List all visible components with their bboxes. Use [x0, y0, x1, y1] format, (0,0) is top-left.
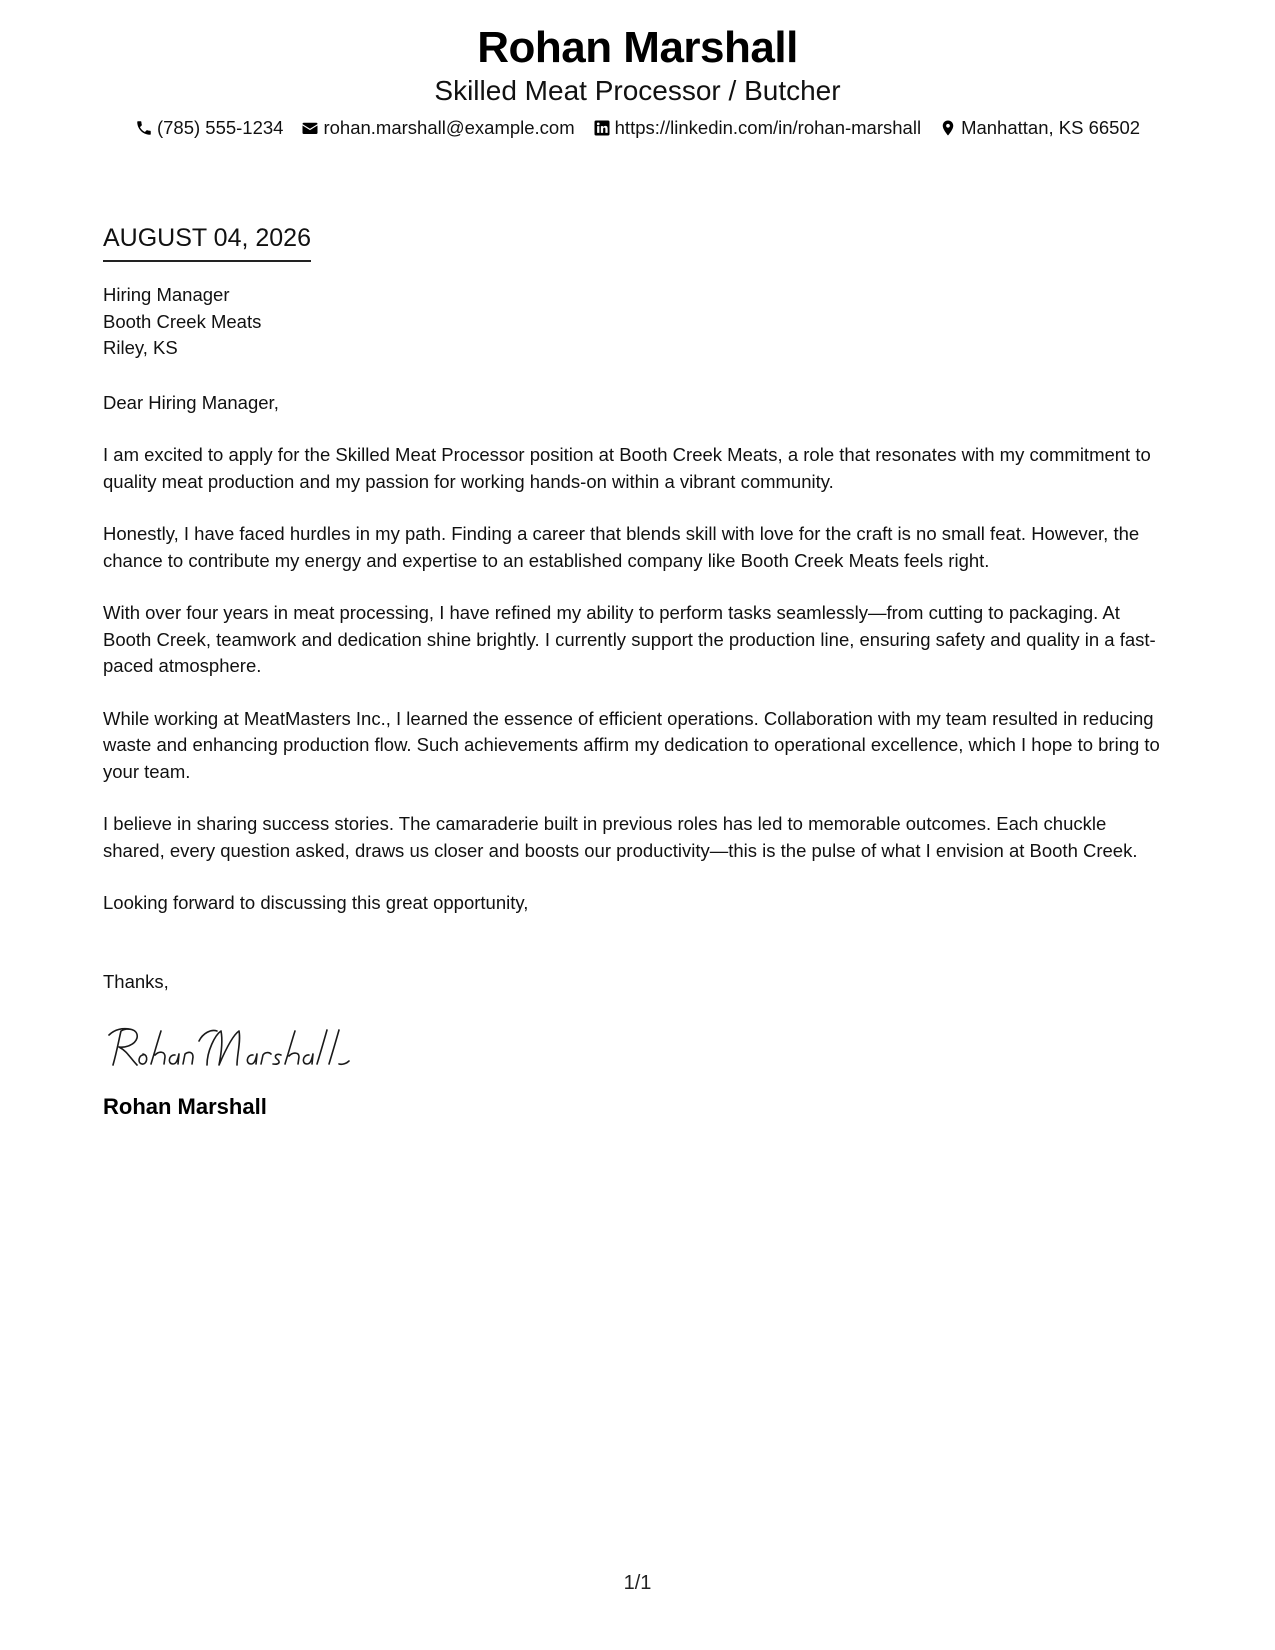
- page-indicator: 1/1: [623, 1572, 652, 1594]
- envelope-icon: [301, 119, 319, 137]
- map-pin-icon: [939, 119, 957, 137]
- salutation: Dear Hiring Manager,: [103, 391, 279, 413]
- linkedin-icon: [593, 119, 611, 137]
- closing-line: Looking forward to discussing this great opportunity,: [103, 892, 529, 913]
- recipient-title: Hiring Manager: [103, 284, 230, 305]
- body-paragraph: While working at MeatMasters Inc., I learned the essence of efficient operations. Collaboration with my team resulted in reducing waste and enhancing production flow. Such achievements affirm my dedication to operational excellence, which I hope to bring to your team.: [103, 707, 1160, 782]
- contact-location: [939, 116, 1140, 140]
- email-text: rohan.marshall@example.com: [323, 117, 575, 138]
- phone-icon: [135, 119, 153, 137]
- handwritten-signature: [103, 1021, 1173, 1077]
- body-paragraph: With over four years in meat processing, I have refined my ability to perform tasks seamlessly—from cutting to packaging. At Booth Creek, teamwork and dedication shine brightly. I currently support the production line, ensuring safety and quality in a fast-paced atmosphere.: [103, 602, 1156, 676]
- body-paragraph: I believe in sharing success stories. The camaraderie built in previous roles has led to memorable outcomes. Each chuckle shared, every question asked, draws us closer and boosts our productivity—this is the pulse of what I envision at Booth Creek.: [103, 813, 1138, 861]
- recipient-location: Riley, KS: [103, 337, 178, 358]
- location-text: Manhattan, KS 66502: [961, 117, 1141, 138]
- sign-off: Thanks,: [103, 970, 169, 992]
- letter-date: AUGUST 04, 2026: [103, 222, 311, 262]
- recipient-block: [103, 282, 1173, 362]
- applicant-name: Rohan Marshall: [477, 23, 798, 72]
- phone-text: (785) 555-1234: [156, 117, 284, 138]
- applicant-role: Skilled Meat Processor / Butcher: [434, 75, 841, 106]
- contact-bar: [0, 116, 1275, 140]
- contact-phone: [135, 116, 284, 140]
- letter-header: [0, 20, 1275, 140]
- contact-linkedin[interactable]: [593, 116, 921, 140]
- signer-name: Rohan Marshall: [103, 1094, 267, 1119]
- body-paragraph: I am excited to apply for the Skilled Meat Processor position at Booth Creek Meats, a role that resonates with my commitment to quality meat production and my passion for working hands-on within a vibrant community.: [103, 444, 1151, 492]
- recipient-company: Booth Creek Meats: [103, 310, 262, 332]
- body-paragraph: Honestly, I have faced hurdles in my path. Finding a career that blends skill with love for the craft is no small feat. However, the chance to contribute my energy and expertise to an established company like Booth Creek Meats feels right.: [103, 523, 1140, 571]
- contact-email[interactable]: [301, 116, 574, 140]
- linkedin-text: https://linkedin.com/in/rohan-marshall: [614, 117, 922, 138]
- letter-body: [103, 222, 1173, 1121]
